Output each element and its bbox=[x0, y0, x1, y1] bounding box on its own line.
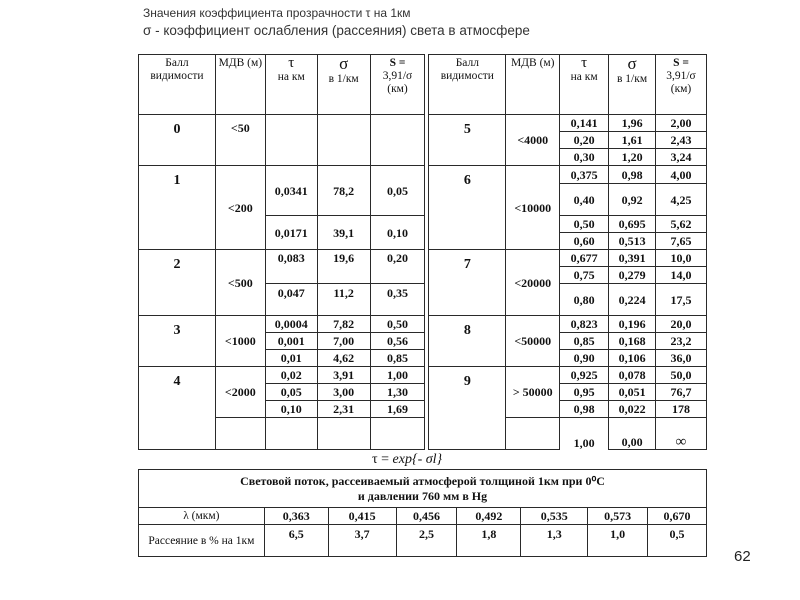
value-cell: 0,56 bbox=[370, 333, 425, 350]
value-cell: 1,61 bbox=[609, 132, 656, 149]
value-cell: 0,051 bbox=[609, 384, 656, 401]
value-cell: 4,00 bbox=[656, 166, 707, 184]
value-cell: 0,00 bbox=[609, 418, 656, 450]
value-cell: 0,50 bbox=[560, 216, 609, 233]
value-cell: 0,925 bbox=[560, 367, 609, 384]
table-row bbox=[139, 525, 707, 557]
value-cell: 0,30 bbox=[560, 149, 609, 166]
value-cell: 0,50 bbox=[370, 316, 425, 333]
table-row bbox=[139, 250, 707, 267]
value-cell: 5,62 bbox=[656, 216, 707, 233]
value-cell: 1,96 bbox=[609, 115, 656, 132]
value-cell: 0,0341 bbox=[265, 166, 317, 216]
col-header-score: Балл видимости bbox=[429, 55, 506, 115]
score-cell: 0 bbox=[139, 115, 216, 166]
col-header-tau: τ на км bbox=[560, 55, 609, 115]
value-cell: 39,1 bbox=[317, 216, 370, 250]
scatter-value: 1,8 bbox=[457, 525, 521, 557]
value-cell: 17,5 bbox=[656, 284, 707, 316]
value-cell: 0,10 bbox=[265, 401, 317, 418]
header-line-sigma: σ - коэффициент ослабления (рассеяния) света в атмосфере bbox=[143, 23, 530, 38]
value-cell: 178 bbox=[656, 401, 707, 418]
value-cell: 1,30 bbox=[370, 384, 425, 401]
value-cell bbox=[370, 115, 425, 166]
value-cell: 11,2 bbox=[317, 284, 370, 316]
value-cell: 0,85 bbox=[560, 333, 609, 350]
table-row bbox=[139, 166, 707, 184]
scatter-value: 1,3 bbox=[521, 525, 588, 557]
value-cell: 0,40 bbox=[560, 184, 609, 216]
score-cell: 9 bbox=[429, 367, 506, 450]
value-cell bbox=[370, 418, 425, 450]
table-row bbox=[139, 316, 707, 333]
page-header bbox=[143, 4, 530, 40]
value-cell: 0,90 bbox=[560, 350, 609, 367]
value-cell: 0,05 bbox=[265, 384, 317, 401]
value-cell: 3,24 bbox=[656, 149, 707, 166]
mdv-cell: <200 bbox=[215, 166, 265, 250]
value-cell: 19,6 bbox=[317, 250, 370, 284]
col-header-tau: τ на км bbox=[265, 55, 317, 115]
value-cell: 0,0004 bbox=[265, 316, 317, 333]
value-cell: 0,95 bbox=[560, 384, 609, 401]
lambda-value: 0,363 bbox=[264, 508, 328, 525]
value-cell: 0,001 bbox=[265, 333, 317, 350]
value-cell: 7,65 bbox=[656, 233, 707, 250]
value-cell: 14,0 bbox=[656, 267, 707, 284]
value-cell: 2,31 bbox=[317, 401, 370, 418]
value-cell: 0,823 bbox=[560, 316, 609, 333]
value-cell: 0,141 bbox=[560, 115, 609, 132]
mdv-cell: <1000 bbox=[215, 316, 265, 367]
value-cell: 0,02 bbox=[265, 367, 317, 384]
mdv-cell bbox=[506, 418, 560, 450]
table-row bbox=[139, 508, 707, 525]
value-cell: 78,2 bbox=[317, 166, 370, 216]
value-cell: 0,513 bbox=[609, 233, 656, 250]
value-cell: 0,168 bbox=[609, 333, 656, 350]
scatter-label: Рассеяние в % на 1км bbox=[139, 525, 265, 557]
scatter-value: 2,5 bbox=[396, 525, 457, 557]
mdv-cell: <50000 bbox=[506, 316, 560, 367]
value-cell: 0,022 bbox=[609, 401, 656, 418]
mdv-cell: <2000 bbox=[215, 367, 265, 418]
value-cell: 1,69 bbox=[370, 401, 425, 418]
value-cell bbox=[317, 115, 370, 166]
value-cell: 0,75 bbox=[560, 267, 609, 284]
scatter-value: 6,5 bbox=[264, 525, 328, 557]
value-cell: 76,7 bbox=[656, 384, 707, 401]
mdv-cell: <500 bbox=[215, 250, 265, 316]
value-cell: 0,078 bbox=[609, 367, 656, 384]
score-cell: 8 bbox=[429, 316, 506, 367]
value-cell: 0,196 bbox=[609, 316, 656, 333]
mdv-cell bbox=[215, 418, 265, 450]
value-cell: 0,60 bbox=[560, 233, 609, 250]
value-cell: 0,20 bbox=[560, 132, 609, 149]
lambda-value: 0,535 bbox=[521, 508, 588, 525]
scattering-table bbox=[138, 469, 707, 557]
mdv-cell: <50 bbox=[215, 115, 265, 166]
value-cell: 1,00 bbox=[560, 418, 609, 450]
value-cell: 0,0171 bbox=[265, 216, 317, 250]
scattering-caption: Световой поток, рассеиваемый атмосферой толщиной 1км при 0⁰С и давлении 760 мм в Hg bbox=[139, 470, 707, 508]
value-cell: 0,80 bbox=[560, 284, 609, 316]
value-cell: 4,25 bbox=[656, 184, 707, 216]
table-row bbox=[139, 470, 707, 508]
score-cell: 5 bbox=[429, 115, 506, 166]
table-row bbox=[139, 367, 707, 384]
value-cell: 4,62 bbox=[317, 350, 370, 367]
value-cell: 10,0 bbox=[656, 250, 707, 267]
mdv-cell: > 50000 bbox=[506, 367, 560, 418]
value-cell: 0,391 bbox=[609, 250, 656, 267]
value-cell: 50,0 bbox=[656, 367, 707, 384]
col-header-mdv: МДВ (м) bbox=[506, 55, 560, 115]
value-cell: 2,00 bbox=[656, 115, 707, 132]
value-cell bbox=[317, 418, 370, 450]
score-cell: 4 bbox=[139, 367, 216, 450]
value-cell: 0,01 bbox=[265, 350, 317, 367]
value-cell: 0,279 bbox=[609, 267, 656, 284]
scatter-value: 0,5 bbox=[648, 525, 707, 557]
score-cell: 7 bbox=[429, 250, 506, 316]
col-header-s: S = 3,91/σ (км) bbox=[370, 55, 425, 115]
value-cell: 0,05 bbox=[370, 166, 425, 216]
value-cell: 0,695 bbox=[609, 216, 656, 233]
value-cell: 0,224 bbox=[609, 284, 656, 316]
value-cell: 0,92 bbox=[609, 184, 656, 216]
col-header-mdv: МДВ (м) bbox=[215, 55, 265, 115]
value-cell bbox=[265, 115, 317, 166]
page-number: 62 bbox=[734, 548, 751, 565]
value-cell: 1,00 bbox=[370, 367, 425, 384]
col-header-score: Балл видимости bbox=[139, 55, 216, 115]
score-cell: 2 bbox=[139, 250, 216, 316]
lambda-label: λ (мкм) bbox=[139, 508, 265, 525]
value-cell: 0,083 bbox=[265, 250, 317, 284]
value-cell: 3,91 bbox=[317, 367, 370, 384]
col-header-sigma: σ в 1/км bbox=[317, 55, 370, 115]
value-cell: 0,10 bbox=[370, 216, 425, 250]
mdv-cell: <4000 bbox=[506, 115, 560, 166]
lambda-value: 0,456 bbox=[396, 508, 457, 525]
value-cell: 0,106 bbox=[609, 350, 656, 367]
col-header-sigma: σ в 1/км bbox=[609, 55, 656, 115]
value-cell: 0,20 bbox=[370, 250, 425, 284]
lambda-value: 0,492 bbox=[457, 508, 521, 525]
lambda-value: 0,670 bbox=[648, 508, 707, 525]
value-cell: 20,0 bbox=[656, 316, 707, 333]
visibility-table bbox=[138, 54, 707, 450]
header-line-transparency: Значения коэффициента прозрачности τ на 1км bbox=[143, 6, 411, 20]
value-cell: 7,00 bbox=[317, 333, 370, 350]
value-cell: 3,00 bbox=[317, 384, 370, 401]
value-cell: 0,35 bbox=[370, 284, 425, 316]
lambda-value: 0,415 bbox=[328, 508, 396, 525]
value-cell: 0,85 bbox=[370, 350, 425, 367]
value-cell: 0,98 bbox=[560, 401, 609, 418]
table-header-row bbox=[139, 55, 707, 115]
table-row bbox=[139, 115, 707, 132]
value-cell: 7,82 bbox=[317, 316, 370, 333]
scatter-value: 1,0 bbox=[588, 525, 648, 557]
lambda-value: 0,573 bbox=[588, 508, 648, 525]
value-cell: 0,047 bbox=[265, 284, 317, 316]
infinity-cell: ∞ bbox=[656, 418, 707, 450]
value-cell: 23,2 bbox=[656, 333, 707, 350]
value-cell: 0,375 bbox=[560, 166, 609, 184]
value-cell: 36,0 bbox=[656, 350, 707, 367]
score-cell: 1 bbox=[139, 166, 216, 250]
table-row bbox=[139, 418, 707, 434]
value-cell: 0,98 bbox=[609, 166, 656, 184]
mdv-cell: <10000 bbox=[506, 166, 560, 250]
transparency-formula: τ = exp{- σl} bbox=[372, 452, 443, 467]
score-cell: 3 bbox=[139, 316, 216, 367]
mdv-cell: <20000 bbox=[506, 250, 560, 316]
value-cell: 2,43 bbox=[656, 132, 707, 149]
value-cell: 1,20 bbox=[609, 149, 656, 166]
col-header-s: S = 3,91/σ (км) bbox=[656, 55, 707, 115]
value-cell bbox=[265, 418, 317, 450]
value-cell: 0,677 bbox=[560, 250, 609, 267]
score-cell: 6 bbox=[429, 166, 506, 250]
scatter-value: 3,7 bbox=[328, 525, 396, 557]
